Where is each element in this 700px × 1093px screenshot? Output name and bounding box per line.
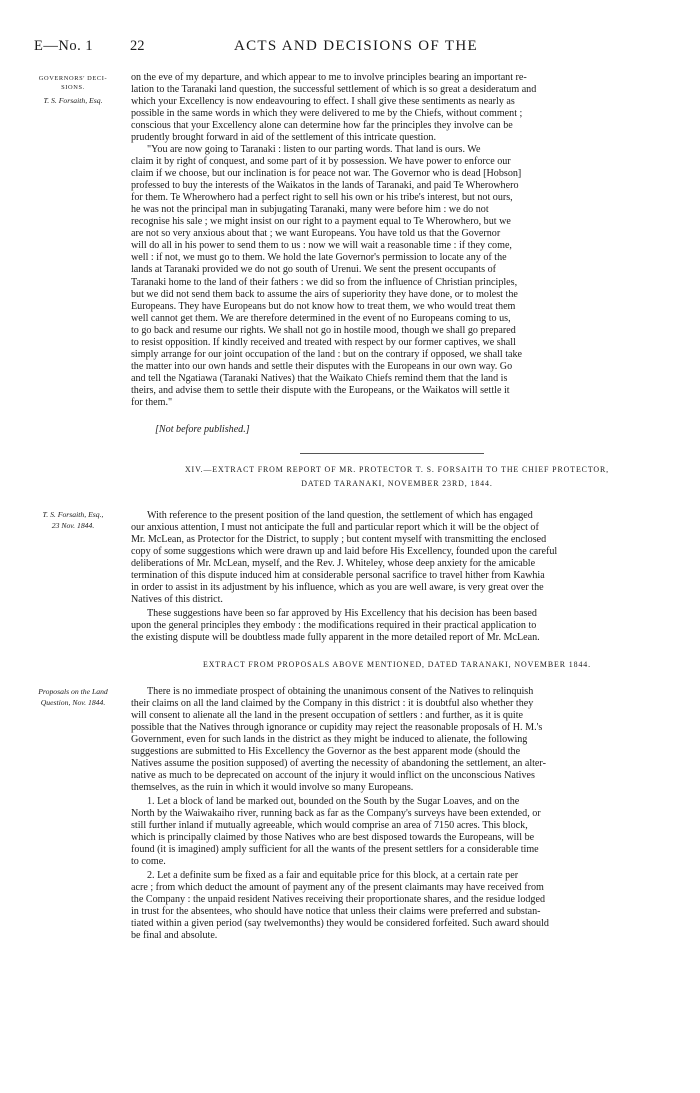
section-heading-line: DATED TARANAKI, NOVEMBER 23RD, 1844. (301, 479, 493, 488)
margin-note-report-date (20, 509, 126, 531)
margin-note-line: Proposals on the Land (38, 687, 108, 696)
margin-note-caps: GOVERNORS' DECI- (38, 75, 108, 82)
margin-note-line: T. S. Forsaith, Esq., (42, 510, 104, 519)
page-header (34, 38, 662, 58)
margin-note-proposals (20, 686, 126, 708)
paragraph-opening: on the eve of my departure, and which appear to me to involve principles bearing an important re- lation to the Taranaki land question, the successful settlement of which is so great a desideratum and which your Excellency is now endeavouring to effect. I shall give these sentiments as nearly as possible in the same words in which they were delivered to me by the Chiefs, without comment ; conscious that your Excellency alone can determine how far the principles they involve can be prudently brought forward in aid of the settlement of this intricate question. (131, 72, 537, 144)
paragraph-suggestions: These suggestions have been so far approved by His Excellency that his decision has been based upon the general principles they embody : the modifications required in their practical application to the existing dispute will be doubtless made fully apparent in the more detailed report of Mr. McLean. (131, 608, 540, 644)
paragraph-report: With reference to the present position of the land question, the settlement of which has engaged our anxious attention, I must not anticipate the full and particular report which it will be the object of Mr. McLean, as Protector for the District, to supply ; but content myself with transmitting the enclosed copy of some suggestions which were drawn up and laid before His Excellency, founded upon the careful deliberations of Mr. McLean, myself, and the Rev. J. Whiteley, whose deep anxiety for the amicable termination of this dispute induced him at considerable personal sacrifice to travel hither from Kawhia in order to assist in its adjustment by his influence, which as you are well aware, is very great over the Natives of this district. (131, 510, 558, 606)
sub-heading: EXTRACT FROM PROPOSALS ABOVE MENTIONED, DATED TARANAKI, NOVEMBER 1844. (202, 660, 592, 669)
section-heading-line: XIV.—EXTRACT FROM REPORT OF MR. PROTECTOR T. S. FORSAITH TO THE CHIEF PROTECTOR, (184, 465, 610, 474)
section-heading (131, 463, 663, 491)
paragraph-proposals: There is no immediate prospect of obtaining the unanimous consent of the Natives to relinquish their claims on all the land claimed by the Company in this district : it is doubtful also whether they will consent to alienate all the land in the present occupation of settlers : and further, as it is quite possible that the Natives through ignorance or cupidity may reject the reasonable proposals of H. M.'s Government, even for such lands in the district as they might be induced to alienate, the following suggestions are submitted to His Excellency the Governor as the best apparent mode (should the Natives assume the position supposed) of averting the necessity of abandoning the settlement, an alter- native as much to be deprecated on account of the injury it would inflict on the unconscious Natives themselves, as the ruin in which it would involve so many Europeans. (131, 686, 546, 794)
section-divider (300, 453, 484, 454)
margin-note-line: Question, Nov. 1844. (40, 698, 106, 707)
margin-note-line: 23 Nov. 1844. (51, 521, 95, 530)
margin-note-caps: SIONS. (61, 84, 85, 91)
page-number: 22 (130, 38, 145, 54)
paragraph-proposal-2: 2. Let a definite sum be fixed as a fair and equitable price for this block, at a certain rate per acre ; from which deduct the amount of payment any of the present claimants may have received from the Company : the unpaid resident Natives receiving their proportionate shares, and the residue lodged in trust for the absentees, who should have notice that unless their claims were preferred and substan- tiated within a given period (say twelvemonths) they would be considered forfeited. Such award should be final and absolute. (131, 870, 549, 942)
series-number: E—No. 1 (34, 38, 94, 54)
publication-note: [Not before published.] (155, 424, 250, 435)
paragraph-proposal-1: 1. Let a block of land be marked out, bounded on the South by the Sugar Loaves, and on the North by the Waiwakaiho river, running back as far as the Company's surveys have been extended, or still further inland if mutually agreeable, which would comprise an area of 7150 acres. This block, which is principally claimed by those Natives who are best disposed towards the Europeans, will be found (it is imagined) amply sufficient for all the wants of the present settlers for a considerable time to come. (131, 796, 541, 868)
margin-note-section (20, 74, 126, 106)
paragraph-chiefs-speech: "You are now going to Taranaki : listen to our parting words. That land is ours. We claim it by right of conquest, and some part of it by possession. We have power to enforce our claim if we choose, but our inclination is for peace not war. The Governor who is dead [Hobson] professed to buy the interests of the Waikatos in the lands of Taranaki, and paid Te Wherowhero for them. Te Wherowhero had a perfect right to sell his own or his tribe's interest, but not ours, he was not the principal man in subjugating Taranaki, many were before him : we do not recognise his sale ; we might insist on our right to a payment equal to Te Wherowhero, but we are not so very anxious about that ; we want Europeans. You have told us that the Governor will do all in his power to send them to us : now we will wait a reasonable time : if they come, well : if not, we must go to them. We hold the late Governor's permission to locate any of the lands at Taranaki provided we do not go south of Urenui. We sent the present occupants of Taranaki home to the land of their fathers : we did so from the influence of Christian principles, but we did not send them back to assume the airs of superiority they have done, or to molest the Europeans. They have Europeans but do not know how to treat them, we who would treat them well cannot get them. We are therefore determined in the event of no Europeans coming to us, to go back and resume our rights. We shall not go in hostile mood, though we shall go prepared to resist opposition. If kindly received and treated with respect by our former captives, we shall simply arrange for our joint occupation of the land : but on the contrary if opposed, we shall take the matter into our own hands and settle their disputes with the Europeans in our own way. Go and tell the Ngatiawa (Taranaki Natives) that the Waikato Chiefs remind them that the land is theirs, and advise them to settle their dispute with the Europeans, or the Waikatos will settle it for them." (131, 144, 523, 408)
running-title: ACTS AND DECISIONS OF THE (234, 38, 478, 54)
margin-note-author: T. S. Forsaith, Esq. (43, 96, 103, 105)
